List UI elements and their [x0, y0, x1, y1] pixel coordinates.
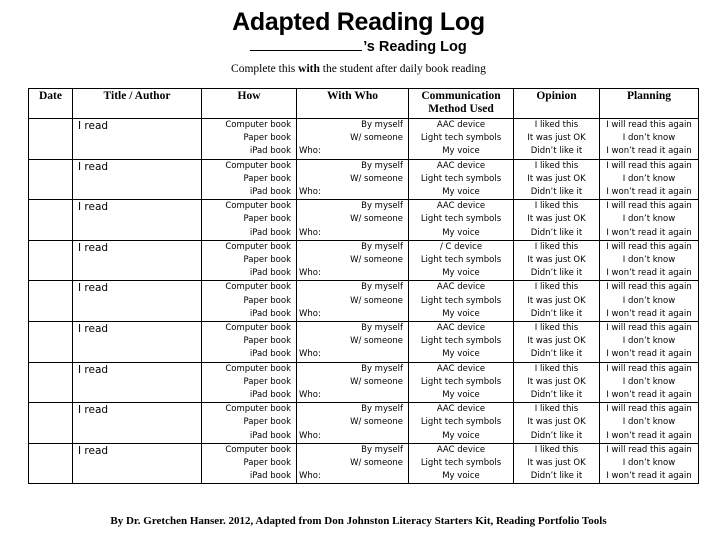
with-who-cell	[297, 159, 409, 200]
communication-option[interactable]: Light tech symbols	[420, 376, 502, 387]
planning-option[interactable]: I don’t know	[622, 376, 676, 387]
log-row	[29, 119, 699, 160]
communication-option[interactable]: Light tech symbols	[420, 133, 502, 144]
log-body	[29, 119, 699, 484]
how-option[interactable]: Computer book	[225, 323, 291, 334]
opinion-option[interactable]: It was just OK	[527, 376, 586, 387]
planning-option[interactable]: I won’t read it again	[606, 268, 692, 279]
with-who-option[interactable]: W/ someone	[350, 376, 403, 387]
planning-option[interactable]: I will read this again	[606, 201, 692, 212]
title-prompt: I read	[78, 201, 109, 214]
how-cell	[202, 119, 297, 160]
planning-option[interactable]: I won’t read it again	[606, 187, 692, 198]
instruction-text	[0, 63, 717, 75]
communication-option[interactable]: Light tech symbols	[420, 458, 502, 469]
planning-option[interactable]: I will read this again	[606, 120, 692, 130]
communication-option[interactable]: Light tech symbols	[420, 336, 502, 347]
with-who-option[interactable]: W/ someone	[350, 417, 403, 428]
how-option[interactable]: Paper book	[243, 295, 291, 306]
with-who-option[interactable]: W/ someone	[350, 133, 403, 144]
how-option[interactable]: Computer book	[225, 120, 291, 130]
planning-cell	[600, 159, 699, 200]
communication-cell	[409, 240, 514, 281]
opinion-option[interactable]: Didn’t like it	[530, 187, 583, 198]
log-row	[29, 159, 699, 200]
title-author-cell[interactable]	[73, 362, 202, 403]
planning-option[interactable]: I don’t know	[622, 214, 676, 225]
with-who-option[interactable]: By myself	[361, 120, 403, 130]
planning-option[interactable]: I will read this again	[606, 404, 692, 415]
planning-option[interactable]: I won’t read it again	[606, 146, 692, 157]
how-option[interactable]: Paper book	[243, 336, 291, 347]
how-cell	[202, 362, 297, 403]
planning-option[interactable]: I won’t read it again	[606, 349, 692, 360]
with-who-option[interactable]: By myself	[361, 160, 403, 171]
student-name-blank[interactable]	[250, 38, 362, 51]
header-date: Date	[29, 89, 73, 119]
title-author-cell[interactable]	[73, 322, 202, 363]
opinion-option[interactable]: It was just OK	[527, 295, 586, 306]
communication-option[interactable]: My voice	[442, 268, 480, 279]
header-communication-method: Communication Method Used	[409, 89, 514, 119]
how-cell	[202, 322, 297, 363]
page-title: Adapted Reading Log	[232, 8, 485, 36]
planning-option[interactable]: I won’t read it again	[606, 430, 692, 441]
title-prompt: I read	[78, 444, 109, 457]
opinion-option[interactable]: I liked this	[534, 201, 579, 212]
planning-option[interactable]: I don’t know	[622, 458, 676, 469]
title-author-cell[interactable]	[73, 281, 202, 322]
how-option[interactable]: Computer book	[225, 404, 291, 415]
title-author-cell[interactable]	[73, 119, 202, 160]
communication-option[interactable]: AAC device	[436, 323, 486, 334]
with-who-cell	[297, 240, 409, 281]
with-who-option[interactable]: W/ someone	[350, 336, 403, 347]
date-cell[interactable]	[29, 322, 73, 363]
communication-option[interactable]: AAC device	[436, 444, 486, 455]
header-planning: Planning	[600, 89, 699, 119]
title-prompt: I read	[78, 323, 109, 336]
communication-cell	[409, 403, 514, 444]
planning-option[interactable]: I will read this again	[606, 241, 692, 252]
how-cell	[202, 159, 297, 200]
date-cell[interactable]	[29, 403, 73, 444]
opinion-option[interactable]: I liked this	[534, 241, 579, 252]
header-opinion: Opinion	[514, 89, 600, 119]
how-option[interactable]: Computer book	[225, 363, 291, 374]
with-who-option[interactable]: By myself	[361, 444, 403, 455]
how-cell	[202, 240, 297, 281]
subtitle-suffix: ’s Reading Log	[363, 39, 467, 55]
planning-cell	[600, 362, 699, 403]
planning-cell	[600, 443, 699, 484]
date-cell[interactable]	[29, 119, 73, 160]
with-who-option[interactable]: Who:	[299, 349, 321, 360]
opinion-option[interactable]: I liked this	[534, 120, 579, 130]
instruction-before: Complete this	[231, 63, 299, 75]
communication-option[interactable]: My voice	[442, 430, 480, 441]
title-prompt: I read	[78, 120, 109, 132]
with-who-option[interactable]: Who:	[299, 146, 321, 157]
title-prompt: I read	[78, 241, 109, 254]
opinion-option[interactable]: Didn’t like it	[530, 268, 583, 279]
with-who-cell	[297, 362, 409, 403]
with-who-option[interactable]: By myself	[361, 404, 403, 415]
how-option[interactable]: Paper book	[243, 173, 291, 184]
how-option[interactable]: iPad book	[249, 430, 291, 441]
opinion-cell	[514, 322, 600, 363]
opinion-option[interactable]: I liked this	[534, 444, 579, 455]
communication-cell	[409, 200, 514, 241]
opinion-option[interactable]: Didn’t like it	[530, 349, 583, 360]
planning-cell	[600, 200, 699, 241]
date-cell[interactable]	[29, 240, 73, 281]
log-row	[29, 443, 699, 484]
title-author-cell[interactable]	[73, 240, 202, 281]
communication-option[interactable]: Light tech symbols	[420, 173, 502, 184]
planning-option[interactable]: I will read this again	[606, 363, 692, 374]
opinion-option[interactable]: Didn’t like it	[530, 430, 583, 441]
communication-option[interactable]: / C device	[439, 241, 483, 252]
reading-log-table	[28, 88, 699, 484]
opinion-option[interactable]: I liked this	[534, 282, 579, 293]
planning-option[interactable]: I will read this again	[606, 323, 692, 334]
planning-option[interactable]: I won’t read it again	[606, 227, 692, 238]
communication-option[interactable]: My voice	[442, 390, 480, 401]
instruction-after: the student after daily book reading	[319, 63, 486, 75]
with-who-cell	[297, 403, 409, 444]
with-who-cell	[297, 200, 409, 241]
opinion-option[interactable]: It was just OK	[527, 336, 586, 347]
log-row	[29, 200, 699, 241]
communication-option[interactable]: AAC device	[436, 160, 486, 171]
opinion-option[interactable]: I liked this	[534, 323, 579, 334]
how-option[interactable]: Paper book	[243, 417, 291, 428]
communication-option[interactable]: My voice	[442, 471, 480, 482]
with-who-option[interactable]: Who:	[299, 227, 321, 238]
how-option[interactable]: Paper book	[243, 133, 291, 144]
planning-option[interactable]: I don’t know	[622, 417, 676, 428]
title-prompt: I read	[78, 363, 109, 376]
communication-option[interactable]: My voice	[442, 187, 480, 198]
planning-option[interactable]: I don’t know	[622, 295, 676, 306]
planning-option[interactable]: I will read this again	[606, 160, 692, 171]
planning-option[interactable]: I don’t know	[622, 336, 676, 347]
how-option[interactable]: Computer book	[225, 160, 291, 171]
how-cell	[202, 200, 297, 241]
opinion-option[interactable]: I liked this	[534, 160, 579, 171]
opinion-option[interactable]: It was just OK	[527, 458, 586, 469]
with-who-option[interactable]: By myself	[361, 323, 403, 334]
planning-cell	[600, 240, 699, 281]
opinion-cell	[514, 362, 600, 403]
how-option[interactable]: Computer book	[225, 241, 291, 252]
with-who-option[interactable]: Who:	[299, 268, 321, 279]
how-option[interactable]: Computer book	[225, 282, 291, 293]
how-option[interactable]: Paper book	[243, 255, 291, 266]
opinion-option[interactable]: I liked this	[534, 404, 579, 415]
opinion-cell	[514, 240, 600, 281]
planning-option[interactable]: I don’t know	[622, 255, 676, 266]
opinion-cell	[514, 159, 600, 200]
how-option[interactable]: iPad book	[249, 268, 291, 279]
how-option[interactable]: iPad book	[249, 349, 291, 360]
log-row	[29, 322, 699, 363]
opinion-option[interactable]: It was just OK	[527, 255, 586, 266]
with-who-option[interactable]: By myself	[361, 282, 403, 293]
with-who-option[interactable]: By myself	[361, 201, 403, 212]
how-cell	[202, 403, 297, 444]
communication-cell	[409, 159, 514, 200]
planning-option[interactable]: I won’t read it again	[606, 308, 692, 319]
date-cell[interactable]	[29, 200, 73, 241]
title-author-cell[interactable]	[73, 443, 202, 484]
planning-option[interactable]: I don’t know	[622, 133, 676, 144]
communication-cell	[409, 443, 514, 484]
with-who-option[interactable]: W/ someone	[350, 458, 403, 469]
with-who-option[interactable]: Who:	[299, 390, 321, 401]
communication-option[interactable]: Light tech symbols	[420, 417, 502, 428]
planning-cell	[600, 403, 699, 444]
title-author-cell[interactable]	[73, 200, 202, 241]
date-cell[interactable]	[29, 443, 73, 484]
opinion-cell	[514, 403, 600, 444]
date-cell[interactable]	[29, 362, 73, 403]
opinion-option[interactable]: Didn’t like it	[530, 390, 583, 401]
with-who-option[interactable]: W/ someone	[350, 255, 403, 266]
communication-option[interactable]: AAC device	[436, 363, 486, 374]
with-who-cell	[297, 322, 409, 363]
opinion-cell	[514, 443, 600, 484]
how-option[interactable]: iPad book	[249, 471, 291, 482]
communication-cell	[409, 119, 514, 160]
planning-option[interactable]: I won’t read it again	[606, 390, 692, 401]
planning-cell	[600, 119, 699, 160]
with-who-option[interactable]: W/ someone	[350, 295, 403, 306]
communication-cell	[409, 281, 514, 322]
with-who-option[interactable]: By myself	[361, 241, 403, 252]
log-row	[29, 240, 699, 281]
credit-line: By Dr. Gretchen Hanser. 2012, Adapted from Don Johnston Literacy Starters Kit, Reading Portfolio Tools	[110, 515, 607, 527]
with-who-option[interactable]: Who:	[299, 430, 321, 441]
how-option[interactable]: Computer book	[225, 201, 291, 212]
instruction-bold: with	[298, 63, 320, 75]
opinion-option[interactable]: Didn’t like it	[530, 308, 583, 319]
log-row	[29, 403, 699, 444]
with-who-option[interactable]: W/ someone	[350, 173, 403, 184]
planning-option[interactable]: I will read this again	[606, 282, 692, 293]
header-title-author: Title / Author	[73, 89, 202, 119]
opinion-option[interactable]: Didn’t like it	[530, 146, 583, 157]
header-with-who: With Who	[297, 89, 409, 119]
communication-option[interactable]: AAC device	[436, 282, 486, 293]
planning-cell	[600, 281, 699, 322]
how-option[interactable]: iPad book	[249, 308, 291, 319]
with-who-option[interactable]: Who:	[299, 471, 321, 482]
communication-option[interactable]: Light tech symbols	[420, 295, 502, 306]
how-option[interactable]: iPad book	[249, 227, 291, 238]
with-who-option[interactable]: Who:	[299, 308, 321, 319]
planning-option[interactable]: I don’t know	[622, 173, 676, 184]
how-cell	[202, 281, 297, 322]
title-prompt: I read	[78, 404, 109, 417]
with-who-option[interactable]: Who:	[299, 187, 321, 198]
communication-option[interactable]: My voice	[442, 146, 480, 157]
opinion-option[interactable]: It was just OK	[527, 173, 586, 184]
with-who-cell	[297, 443, 409, 484]
how-option[interactable]: iPad book	[249, 187, 291, 198]
opinion-option[interactable]: It was just OK	[527, 417, 586, 428]
communication-option[interactable]: AAC device	[436, 120, 486, 130]
title-prompt: I read	[78, 282, 109, 295]
opinion-option[interactable]: I liked this	[534, 363, 579, 374]
date-cell[interactable]	[29, 281, 73, 322]
title-author-cell[interactable]	[73, 159, 202, 200]
communication-option[interactable]: AAC device	[436, 201, 486, 212]
planning-option[interactable]: I will read this again	[606, 444, 692, 455]
communication-option[interactable]: Light tech symbols	[420, 255, 502, 266]
communication-cell	[409, 322, 514, 363]
header-row	[29, 89, 699, 119]
communication-option[interactable]: My voice	[442, 308, 480, 319]
title-prompt: I read	[78, 160, 109, 173]
how-option[interactable]: Paper book	[243, 214, 291, 225]
date-cell[interactable]	[29, 159, 73, 200]
opinion-option[interactable]: Didn’t like it	[530, 227, 583, 238]
header-how: How	[202, 89, 297, 119]
opinion-option[interactable]: It was just OK	[527, 214, 586, 225]
communication-option[interactable]: Light tech symbols	[420, 214, 502, 225]
log-row	[29, 281, 699, 322]
opinion-option[interactable]: Didn’t like it	[530, 471, 583, 482]
opinion-option[interactable]: It was just OK	[527, 133, 586, 144]
communication-option[interactable]: My voice	[442, 227, 480, 238]
how-option[interactable]: Computer book	[225, 444, 291, 455]
page-subtitle	[0, 38, 717, 55]
with-who-cell	[297, 281, 409, 322]
opinion-cell	[514, 281, 600, 322]
communication-option[interactable]: AAC device	[436, 404, 486, 415]
how-cell	[202, 443, 297, 484]
planning-option[interactable]: I won’t read it again	[606, 471, 692, 482]
opinion-cell	[514, 119, 600, 160]
with-who-option[interactable]: By myself	[361, 363, 403, 374]
how-option[interactable]: Paper book	[243, 458, 291, 469]
communication-option[interactable]: My voice	[442, 349, 480, 360]
communication-cell	[409, 362, 514, 403]
opinion-cell	[514, 200, 600, 241]
with-who-cell	[297, 119, 409, 160]
log-row	[29, 362, 699, 403]
how-option[interactable]: iPad book	[249, 390, 291, 401]
planning-cell	[600, 322, 699, 363]
title-author-cell[interactable]	[73, 403, 202, 444]
how-option[interactable]: iPad book	[249, 146, 291, 157]
with-who-option[interactable]: W/ someone	[350, 214, 403, 225]
how-option[interactable]: Paper book	[243, 376, 291, 387]
